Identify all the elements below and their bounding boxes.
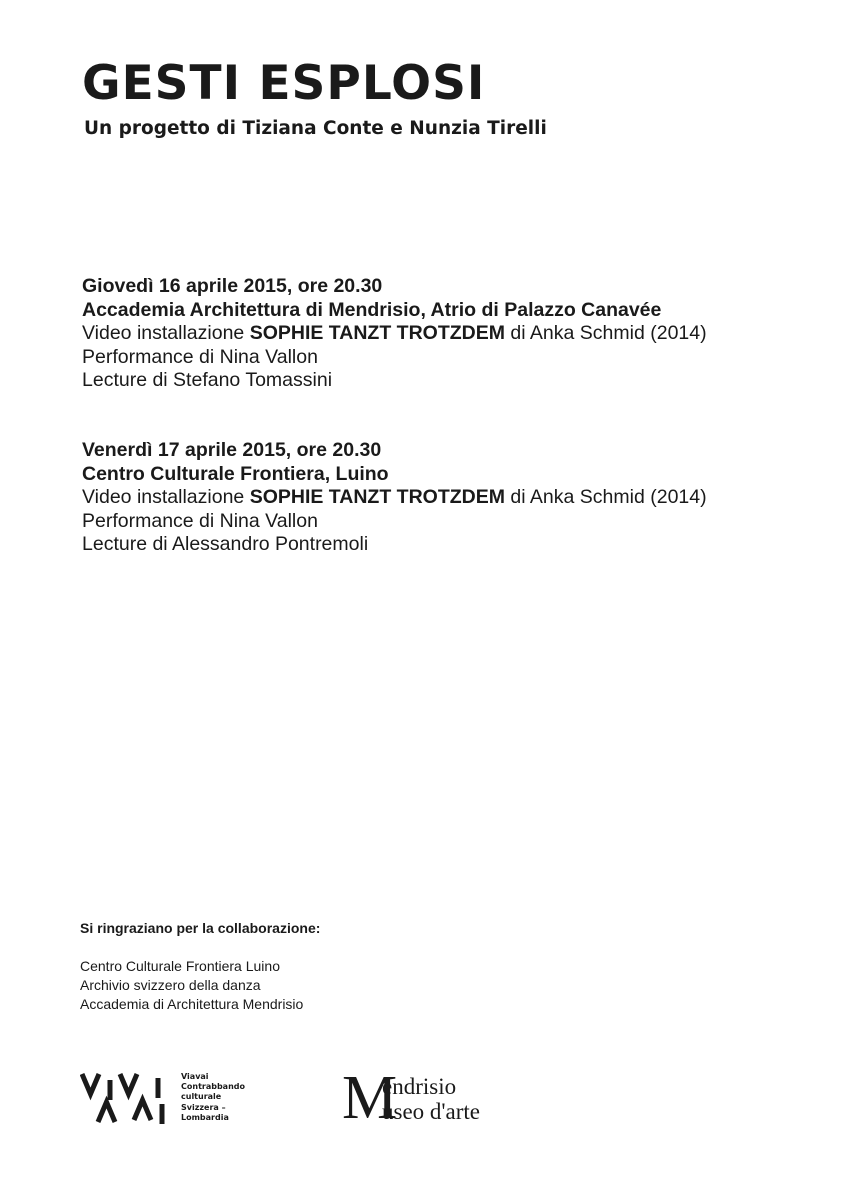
vivai-logo-line: Svizzera – (181, 1102, 226, 1112)
event-video-suffix: di Anka Schmid (2014) (504, 486, 707, 508)
event-lecture: Lecture di Stefano Tomassini (82, 369, 333, 391)
thanks-heading: Si ringraziano per la collaborazione: (80, 920, 321, 936)
event-video-title: SOPHIE TANZT TROTZDEM (249, 486, 505, 508)
museo-logo-line-2: useo d'arte (382, 1099, 481, 1124)
vivai-logo-text (181, 1072, 245, 1123)
museo-logo (342, 1064, 512, 1132)
event-video-prefix: Video installazione (82, 486, 250, 508)
vivai-logo-line: Contrabbando (181, 1082, 245, 1092)
event-video-title: SOPHIE TANZT TROTZDEM (249, 322, 505, 344)
event-video-line (82, 486, 707, 510)
thanks-list (80, 957, 303, 1014)
vivai-logo-line: Lombardia (181, 1112, 229, 1122)
page-subtitle: Un progetto di Tiziana Conte e Nunzia Tirelli (84, 118, 547, 139)
vivai-logo-mark-icon (80, 1070, 170, 1131)
event-date-time: Giovedì 16 aprile 2015, ore 20.30 (82, 275, 383, 297)
thanks-item: Archivio svizzero della danza (80, 977, 261, 993)
thanks-item: Centro Culturale Frontiera Luino (80, 958, 280, 974)
thanks-item: Accademia di Architettura Mendrisio (80, 996, 304, 1012)
event-performance: Performance di Nina Vallon (82, 345, 318, 368)
event-video-line (82, 322, 707, 346)
museo-logo-initial: M (342, 1064, 398, 1132)
vivai-logo-line: culturale (181, 1092, 222, 1102)
event-date-time: Venerdì 17 aprile 2015, ore 20.30 (82, 439, 382, 461)
museo-logo-line-1: endrisio (382, 1074, 457, 1099)
event-video-suffix: di Anka Schmid (2014) (504, 322, 707, 344)
event-venue: Accademia Architettura di Mendrisio, Atrio di Palazzo Canavée (82, 298, 662, 321)
event-venue: Centro Culturale Frontiera, Luino (82, 462, 389, 485)
event-performance: Performance di Nina Vallon (82, 509, 318, 532)
page-title: GESTI ESPLOSI (82, 56, 486, 111)
vivai-logo-line: Viavai (181, 1072, 209, 1081)
event-video-prefix: Video installazione (82, 322, 250, 344)
event-block (82, 439, 707, 557)
event-block (82, 275, 707, 393)
event-lecture: Lecture di Alessandro Pontremoli (82, 533, 369, 555)
